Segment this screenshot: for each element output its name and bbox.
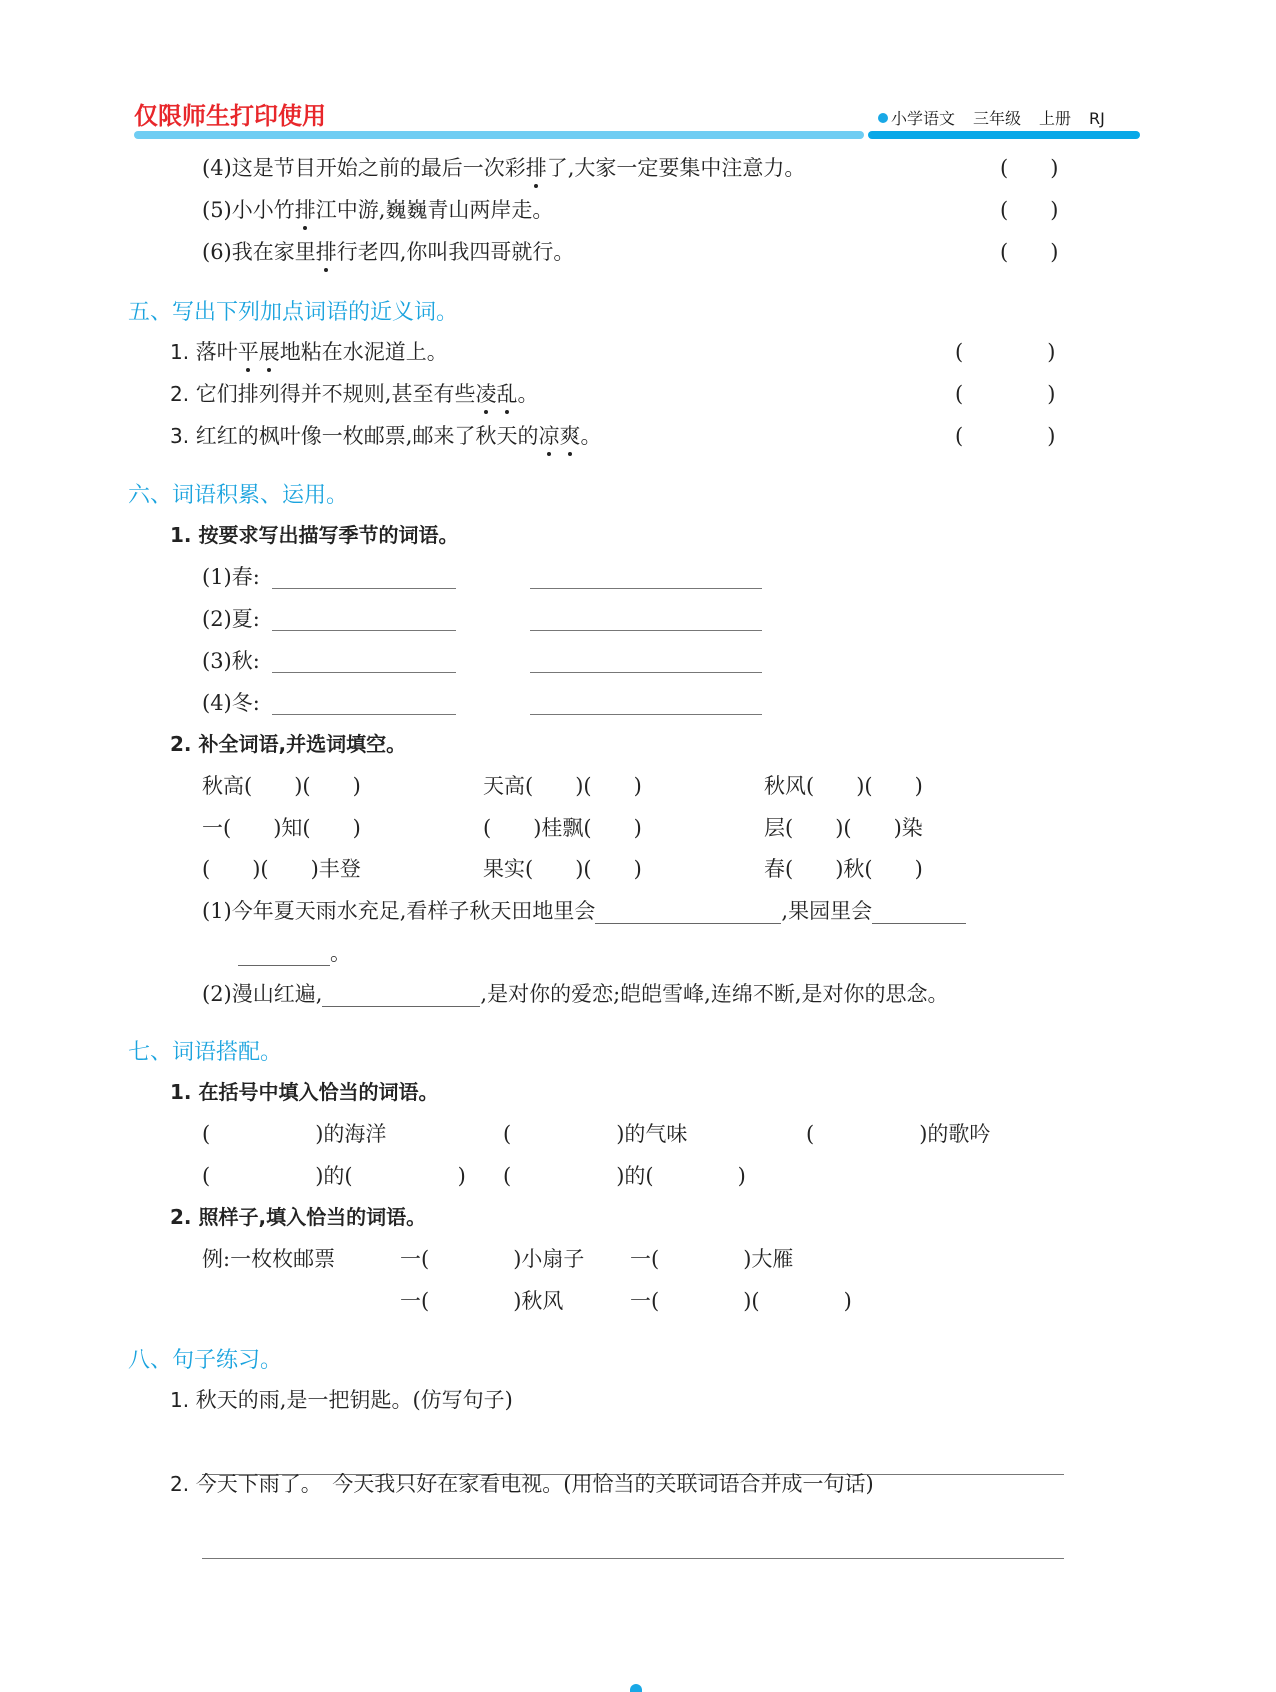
synonym-item-1: 1. 落叶平展地粘在水泥道上。 <box>170 340 448 364</box>
emphasis-char: 凉 <box>538 424 560 448</box>
page-number-marker <box>630 1684 642 1692</box>
answer-line[interactable] <box>272 672 456 673</box>
collocation-item[interactable]: ( )的歌吟 <box>806 1122 991 1146</box>
answer-blank[interactable] <box>595 899 781 924</box>
collocation-item[interactable]: ( )的( ) <box>202 1164 466 1188</box>
season-spring-label: (1)春: <box>202 565 260 589</box>
idiom-item[interactable]: 秋风( )( ) <box>764 774 923 798</box>
answer-paren[interactable]: ( ) <box>1000 240 1059 264</box>
answer-line[interactable] <box>530 672 762 673</box>
synonym-item-3: 3. 红红的枫叶像一枚邮票,邮来了秋天的凉爽。 <box>170 424 602 448</box>
fill-sentence-2: (2)漫山红遍, ,是对你的爱恋;皑皑雪峰,连绵不断,是对你的思念。 <box>202 982 949 1006</box>
grade-label: 三年级 <box>973 109 1022 128</box>
emphasis-char: 爽 <box>559 424 581 448</box>
header-divider-light <box>134 131 864 139</box>
idiom-item[interactable]: 一( )知( ) <box>202 816 361 840</box>
print-watermark: 仅限师生打印使用 <box>134 102 326 130</box>
section-6-title: 六、词语积累、运用。 <box>128 483 349 508</box>
fill-sentence-1-cont: 。 <box>238 937 351 967</box>
emphasis-char: 排 <box>294 198 316 222</box>
idiom-item[interactable]: ( )桂飘( ) <box>483 816 642 840</box>
judge-item-4: (4)这是节目开始之前的最后一次彩排了,大家一定要集中注意力。 <box>202 156 806 180</box>
answer-line[interactable] <box>530 588 762 589</box>
question-6-2: 2. 补全词语,并选词填空。 <box>170 732 407 756</box>
emphasis-char: 展 <box>258 340 280 364</box>
emphasis-word <box>238 340 280 364</box>
answer-paren[interactable]: ( ) <box>955 424 1056 448</box>
emphasis-char: 排 <box>315 240 337 264</box>
section-8-title: 八、句子练习。 <box>128 1348 283 1373</box>
sentence-question-1: 1. 秋天的雨,是一把钥匙。(仿写句子) <box>170 1388 513 1412</box>
measure-word-item[interactable]: 一( )秋风 <box>400 1289 564 1313</box>
collocation-item[interactable]: ( )的( ) <box>503 1164 746 1188</box>
question-7-2: 2. 照样子,填入恰当的词语。 <box>170 1205 427 1229</box>
collocation-item[interactable]: ( )的气味 <box>503 1122 688 1146</box>
answer-paren[interactable]: ( ) <box>1000 198 1059 222</box>
answer-line[interactable] <box>272 588 456 589</box>
question-7-1: 1. 在括号中填入恰当的词语。 <box>170 1080 439 1104</box>
emphasis-char: 平 <box>237 340 259 364</box>
answer-line[interactable] <box>272 630 456 631</box>
emphasis-char: 排 <box>525 156 547 180</box>
idiom-item[interactable]: 秋高( )( ) <box>202 774 361 798</box>
question-6-1: 1. 按要求写出描写季节的词语。 <box>170 523 459 547</box>
answer-blank[interactable] <box>238 941 330 966</box>
bullet-icon <box>878 113 888 123</box>
answer-paren[interactable]: ( ) <box>955 340 1056 364</box>
edition-label: RJ <box>1089 109 1105 128</box>
judge-item-6: (6)我在家里排行老四,你叫我四哥就行。 <box>202 240 575 264</box>
emphasis-word <box>475 382 517 406</box>
season-summer-label: (2)夏: <box>202 607 260 631</box>
answer-line[interactable] <box>202 1558 1064 1559</box>
answer-paren[interactable]: ( ) <box>955 382 1056 406</box>
idiom-item[interactable]: 层( )( )染 <box>764 816 923 840</box>
section-5-title: 五、写出下列加点词语的近义词。 <box>128 300 459 325</box>
idiom-item[interactable]: 天高( )( ) <box>483 774 642 798</box>
section-7-title: 七、词语搭配。 <box>128 1040 283 1065</box>
synonym-item-2: 2. 它们排列得并不规则,甚至有些凌乱。 <box>170 382 539 406</box>
idiom-item[interactable]: ( )( )丰登 <box>202 857 361 881</box>
emphasis-char: 凌 <box>475 382 497 406</box>
season-autumn-label: (3)秋: <box>202 649 260 673</box>
measure-word-item[interactable]: 一( )小扇子 <box>400 1247 585 1271</box>
volume-label: 上册 <box>1039 109 1072 128</box>
idiom-item[interactable]: 果实( )( ) <box>483 857 642 881</box>
answer-paren[interactable]: ( ) <box>1000 156 1059 180</box>
measure-word-item[interactable]: 一( )大雁 <box>630 1247 794 1271</box>
answer-line[interactable] <box>272 714 456 715</box>
judge-item-5: (5)小小竹排江中游,巍巍青山两岸走。 <box>202 198 554 222</box>
answer-blank[interactable] <box>872 899 966 924</box>
emphasis-word <box>538 424 580 448</box>
example-text: 例:一枚枚邮票 <box>202 1247 336 1271</box>
sentence-question-2: 2. 今天下雨了。 今天我只好在家看电视。(用恰当的关联词语合并成一句话) <box>170 1472 874 1496</box>
answer-blank[interactable] <box>322 982 480 1007</box>
collocation-item[interactable]: ( )的海洋 <box>202 1122 387 1146</box>
answer-line[interactable] <box>530 630 762 631</box>
season-winter-label: (4)冬: <box>202 691 260 715</box>
measure-word-item[interactable]: 一( )( ) <box>630 1289 852 1313</box>
subject-label: 小学语文 <box>891 109 956 128</box>
answer-line[interactable] <box>530 714 762 715</box>
idiom-item[interactable]: 春( )秋( ) <box>764 857 923 881</box>
fill-sentence-1: (1)今年夏天雨水充足,看样子秋天田地里会 ,果园里会 <box>202 895 966 925</box>
emphasis-char: 乱 <box>496 382 518 406</box>
header-divider-dark <box>868 131 1140 139</box>
header-info <box>878 106 1105 129</box>
